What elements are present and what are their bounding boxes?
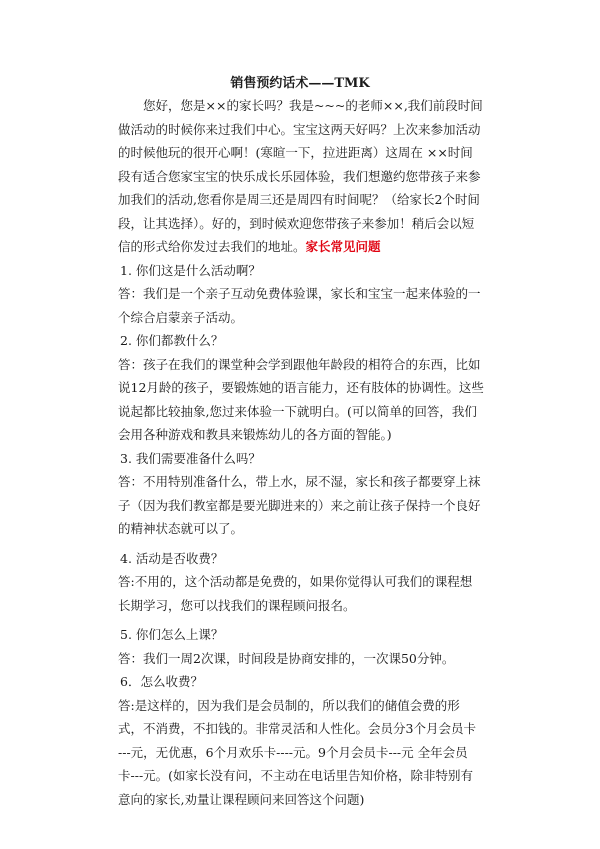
question-4: 4. 活动是否收费？	[120, 550, 224, 566]
question-5: 5. 你们怎么上课？	[120, 627, 224, 642]
intro-text: 您好，您是××的家长吗？我是~~~的老师××,我们前段时间做活动的时候你来过我们中心。宝宝这两天好吗？上次来参加活动的时候他玩的很开心啊！(寒暄一下，拉进距离）这周在 ××时间段有适合您家宝宝的快乐成长乐园体验，我们想邀约您带孩子来参加我们的活动,您看你是周三还是周四有时间呢？（给家长2个时间段，让其选择）。好的，到时候欢迎您带孩子来参加！稍后会以短信的形式给你发过去我们的地址。	[118, 98, 483, 254]
intro-paragraph	[118, 94, 484, 259]
faq-heading: 家长常见问题	[305, 239, 381, 254]
question-2: 2. 你们都教什么？	[120, 333, 224, 348]
answer-5: 答：我们一周2次课，时间段是协商安排的，一次课50分钟。	[118, 650, 455, 666]
question-1: 1. 你们这是什么活动啊？	[120, 262, 261, 278]
document-title: 销售预约话术——TMK	[230, 76, 370, 91]
answer-4: 答:不用的，这个活动都是免费的，如果你觉得认可我们的课程想长期学习，您可以找我们的课程顾问报名。	[118, 574, 473, 613]
answer-1: 答：我们是一个亲子互动免费体验课，家长和宝宝一起来体验的一个综合启蒙亲子活动。	[118, 286, 481, 325]
question-6: 6．怎么收费？	[120, 674, 203, 689]
answer-2: 答：孩子在我们的课堂种会学到跟他年龄段的相符合的东西，比如说12月龄的孩子，要锻炼她的语言能力，还有肢体的协调性。这些说起都比较抽象,您过来体验一下就明白。(可以简单的回答，我们会用各种游戏和教具来锻炼幼儿的各方面的智能。)	[118, 356, 484, 442]
answer-6: 答:是这样的，因为我们是会员制的，所以我们的储值会费的形式，不消费，不扣钱的。非常灵活和人性化。会员分3个月会员卡 ---元，无优惠，6个月欢乐卡----元。9个月会员卡---元 全年会员卡---元。(如家长没有问，不主动在电话里告知价格，除非特别有意向的家长,劝量让课程顾问来回答这个问题)	[118, 697, 476, 807]
question-3: 3. 我们需要准备什么吗？	[120, 450, 261, 466]
answer-3: 答：不用特别准备什么，带上水，尿不湿，家长和孩子都要穿上袜子（因为我们教室都是要光脚进来的）来之前让孩子保持一个良好的精神状态就可以了。	[118, 474, 481, 536]
document-body	[118, 94, 484, 811]
